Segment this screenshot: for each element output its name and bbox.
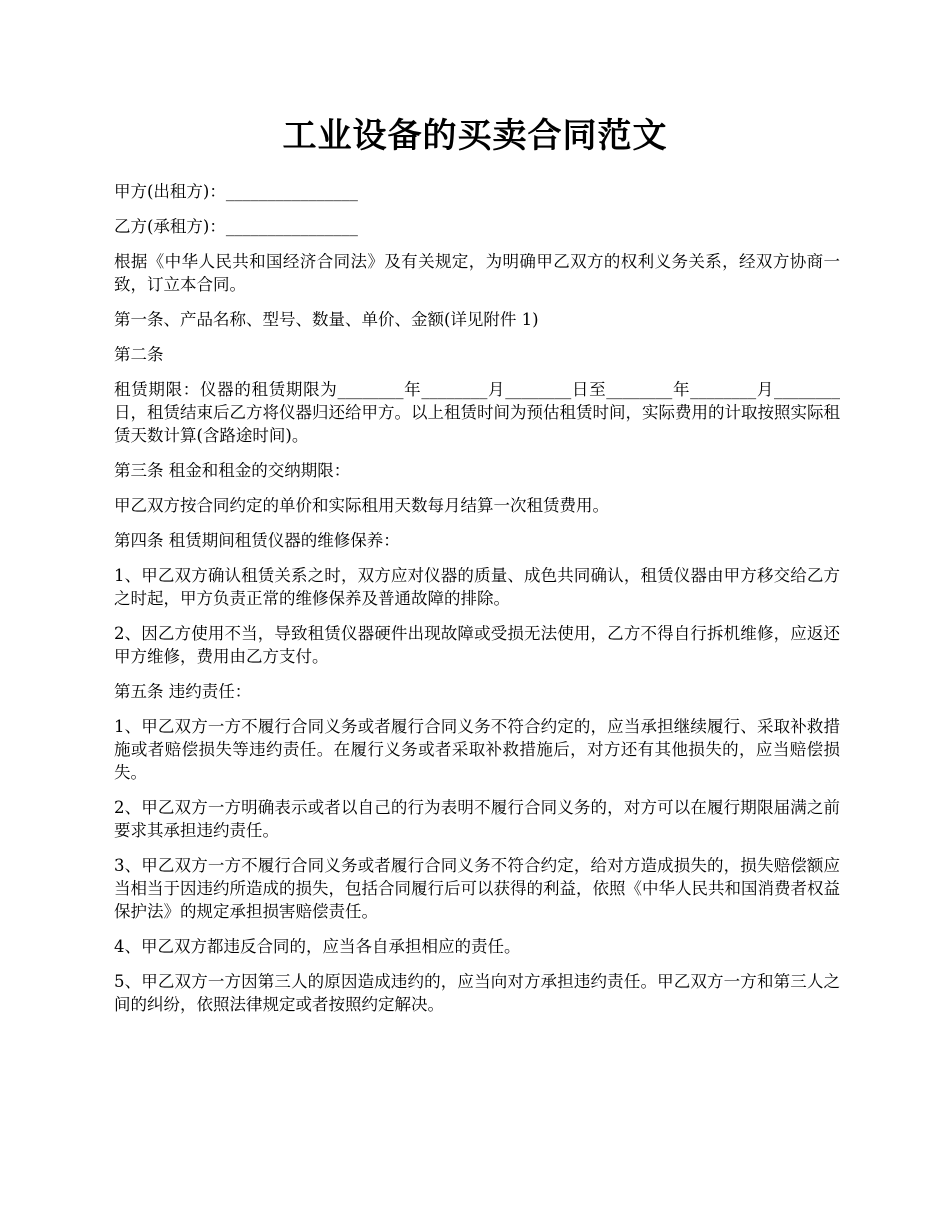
article-2-heading: 第二条: [114, 345, 164, 364]
liability-clause-5: 5、甲乙双方一方因第三人的原因造成违约的，应当向对方承担违约责任。甲乙双方一方和第三人之间的纠纷，依照法律规定或者按照约定解决。: [114, 972, 840, 1014]
article-3-heading: 第三条 租金和租金的交纳期限：: [114, 461, 351, 480]
maintenance-clause-1: 1、甲乙双方确认租赁关系之时，双方应对仪器的质量、成色共同确认，租赁仪器由甲方移交给乙方之时起，甲方负责正常的维修保养及普通故障的排除。: [114, 566, 840, 608]
party-b-line: 乙方(承租方)：________________: [114, 217, 358, 236]
article-1-heading: 第一条、产品名称、型号、数量、单价、金额(详见附件 1): [114, 310, 539, 329]
lease-term-paragraph: 租赁期限：仪器的租赁期限为________年________月________日至________年________月________日，租赁结束后乙方将仪器归还给甲方。以上租赁时间为预估租赁时间，实际费用的计取按照实际租赁天数计算(含路途时间)。: [114, 380, 840, 445]
party-a-line: 甲方(出租方)：________________: [114, 182, 358, 201]
article-5-heading: 第五条 违约责任：: [114, 682, 252, 701]
liability-clause-3: 3、甲乙双方一方不履行合同义务或者履行合同义务不符合约定，给对方造成损失的，损失赔偿额应当相当于因违约所造成的损失，包括合同履行后可以获得的利益，依照《中华人民共和国消费者权益保护法》的规定承担损害赔偿责任。: [114, 856, 840, 921]
preamble-paragraph: 根据《中华人民共和国经济合同法》及有关规定，为明确甲乙双方的权利义务关系，经双方协商一致，订立本合同。: [114, 252, 840, 294]
liability-clause-1: 1、甲乙双方一方不履行合同义务或者履行合同义务不符合约定的，应当承担继续履行、采取补救措施或者赔偿损失等违约责任。在履行义务或者采取补救措施后，对方还有其他损失的，应当赔偿损失。: [114, 717, 840, 782]
document-body: [114, 180, 840, 1028]
document-title: 工业设备的买卖合同范文: [282, 116, 668, 156]
maintenance-clause-2: 2、因乙方使用不当，导致租赁仪器硬件出现故障或受损无法使用，乙方不得自行拆机维修，应返还甲方维修，费用由乙方支付。: [114, 624, 840, 666]
liability-clause-2: 2、甲乙双方一方明确表示或者以自己的行为表明不履行合同义务的，对方可以在履行期限届满之前要求其承担违约责任。: [114, 798, 840, 840]
liability-clause-4: 4、甲乙双方都违反合同的，应当各自承担相应的责任。: [114, 937, 521, 956]
rent-settlement-paragraph: 甲乙双方按合同约定的单价和实际租用天数每月结算一次租赁费用。: [114, 496, 609, 515]
article-4-heading: 第四条 租赁期间租赁仪器的维修保养：: [114, 531, 400, 550]
